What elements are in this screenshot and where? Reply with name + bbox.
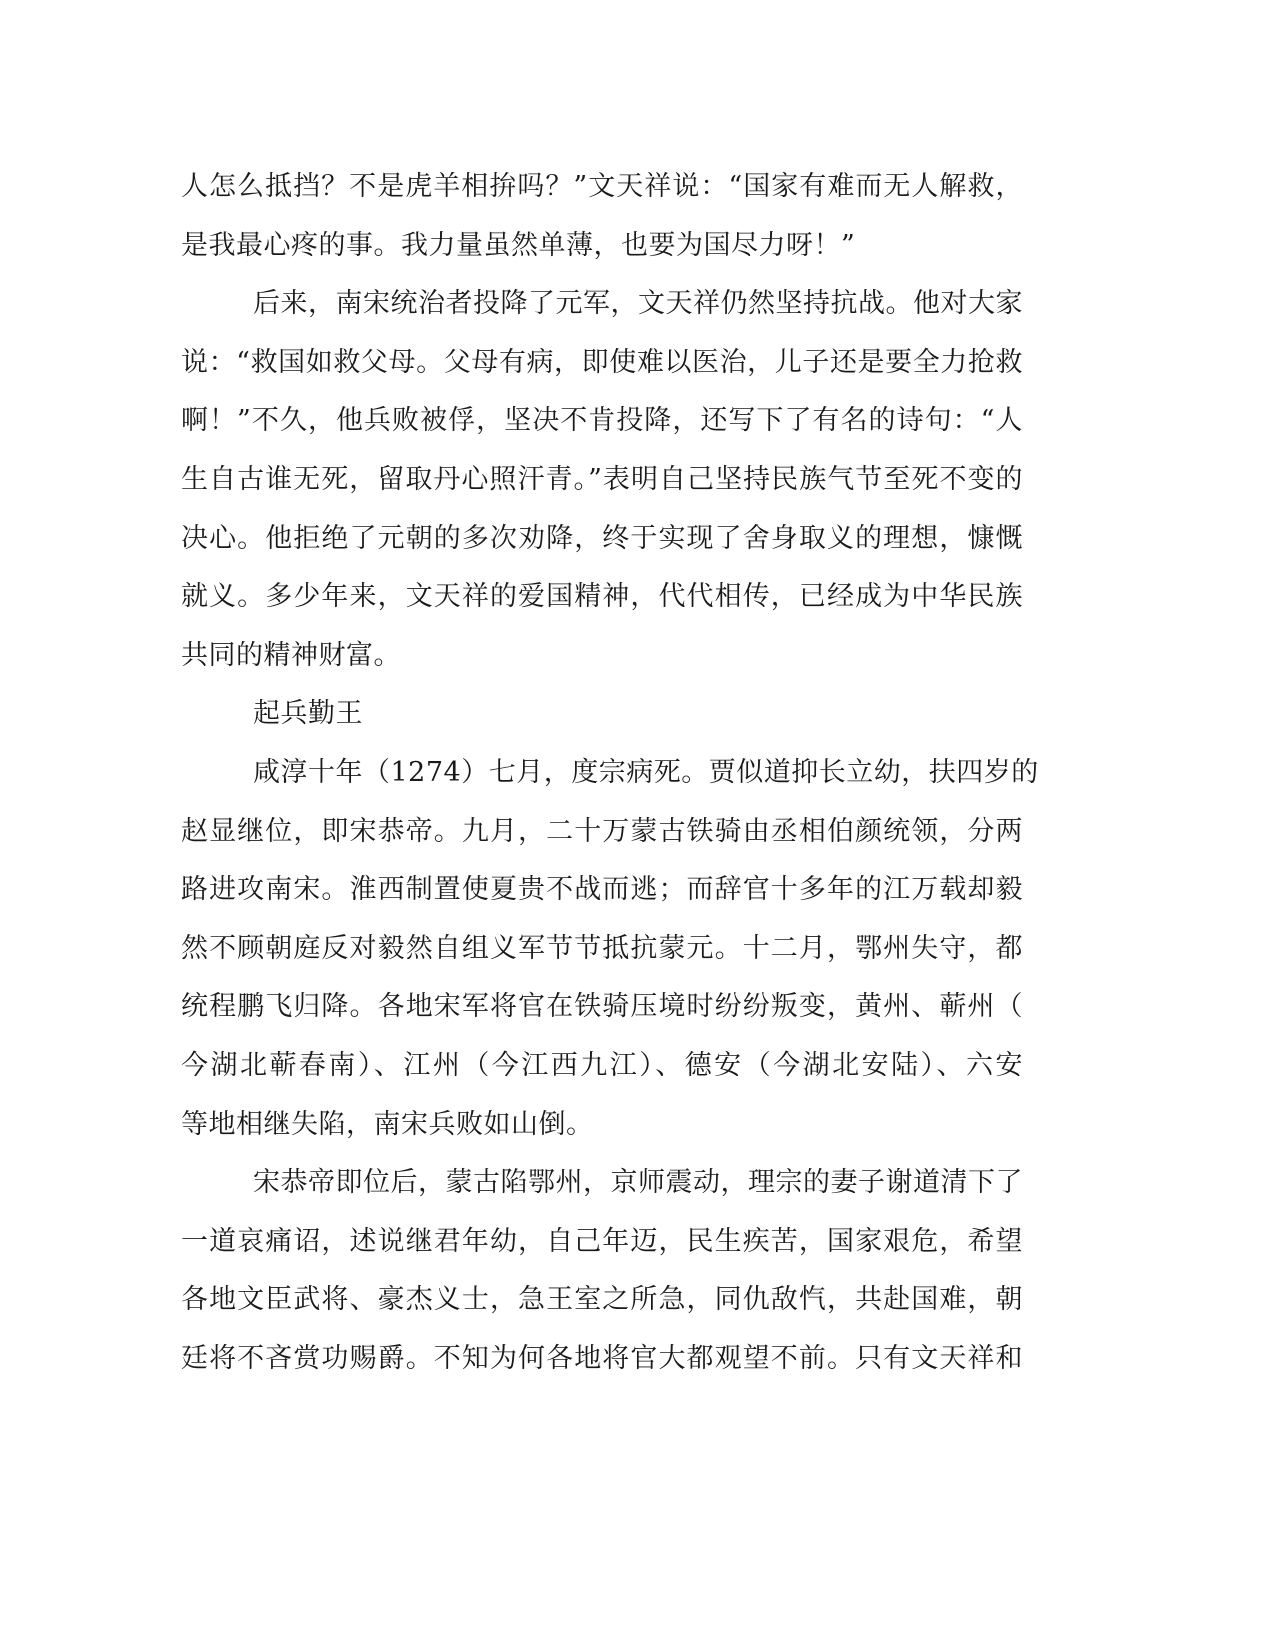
- text-line: 各地文臣武将、豪杰义士，急王室之所急，同仇敌忾，共赴国难，朝: [181, 1284, 1023, 1316]
- text-line: 赵显继位，即宋恭帝。九月，二十万蒙古铁骑由丞相伯颜统领，分两: [181, 815, 1023, 847]
- text-line: 共同的精神财富。: [181, 639, 401, 671]
- text-line: 等地相继失陷，南宋兵败如山倒。: [181, 1108, 594, 1140]
- paragraph-first-line: 后来，南宋统治者投降了元军，文天祥仍然坚持抗战。他对大家: [253, 288, 1023, 320]
- text-line: 一道哀痛诏，述说继君年幼，自己年迈，民生疾苦，国家艰危，希望: [181, 1225, 1023, 1257]
- text-line: 今湖北蕲春南）、江州（今江西九江）、德安（今湖北安陆）、六安: [181, 1049, 1023, 1081]
- text-line: 统程鹏飞归降。各地宋军将官在铁骑压境时纷纷叛变，黄州、蕲州（: [181, 991, 1023, 1023]
- text-line: 廷将不吝赏功赐爵。不知为何各地将官大都观望不前。只有文天祥和: [181, 1342, 1023, 1374]
- text-line: 人怎么抵挡？不是虎羊相拚吗？”文天祥说：“国家有难而无人解救，: [181, 171, 1023, 202]
- paragraph-first-line: 宋恭帝即位后，蒙古陷鄂州，京师震动，理宗的妻子谢道清下了: [253, 1167, 1023, 1199]
- text-line: 说：“救国如救父母。父母有病，即使难以医治，儿子还是要全力抢救: [181, 346, 1023, 378]
- text-line: 路进攻南宋。淮西制置使夏贵不战而逃；而辞官十多年的江万载却毅: [181, 874, 1023, 906]
- text-line: 然不顾朝庭反对毅然自组义军节节抵抗蒙元。十二月，鄂州失守，都: [181, 932, 1023, 964]
- paragraph-first-line: 咸淳十年（1274）七月，度宗病死。贾似道抑长立幼，扶四岁的: [253, 756, 1039, 788]
- text-line: 决心。他拒绝了元朝的多次劝降，终于实现了舍身取义的理想，慷慨: [181, 522, 1023, 554]
- section-heading: 起兵勤王: [253, 698, 363, 730]
- text-line: 啊！”不久，他兵败被俘，坚决不肯投降，还写下了有名的诗句：“人: [181, 405, 1023, 437]
- text-line: 生自古谁无死，留取丹心照汗青。”表明自己坚持民族气节至死不变的: [181, 463, 1023, 495]
- text-line: 就义。多少年来，文天祥的爱国精神，代代相传，已经成为中华民族: [181, 581, 1023, 613]
- text-line: 是我最心疼的事。我力量虽然单薄，也要为国尽力呀！”: [181, 229, 856, 261]
- body-text: [181, 158, 1039, 1388]
